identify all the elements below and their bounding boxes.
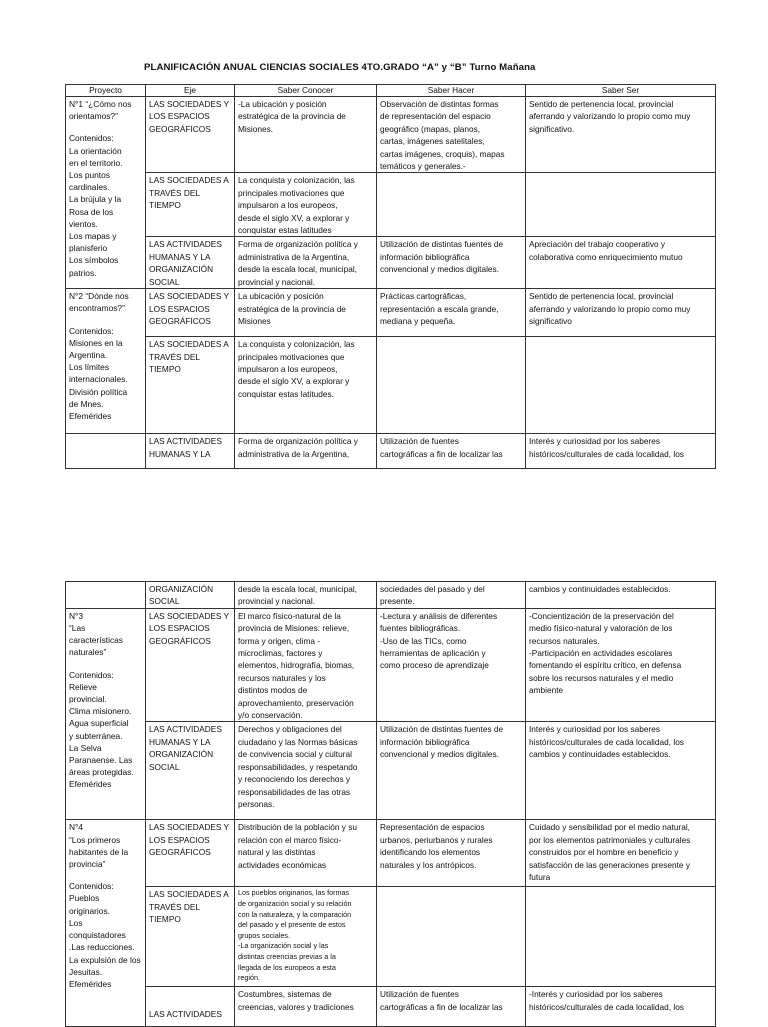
cell-line: SOCIAL	[149, 761, 180, 772]
saber-ser-cell	[526, 582, 716, 609]
saber-conocer-cell	[235, 820, 377, 887]
cell-line: aprovechamiento, preservación	[238, 697, 354, 708]
cell-line	[69, 315, 142, 325]
cell-line: cartas imágenes, croquis), mapas	[380, 148, 505, 159]
cell-line: urbanos, periurbanos y rurales	[380, 834, 493, 845]
saber-ser-cell	[526, 820, 716, 887]
cell-line: -Concientización de la preservación del	[529, 610, 674, 621]
cell-line: Clima misionero.	[69, 706, 132, 717]
planning-table-page-2	[65, 581, 716, 1027]
cell-line: Misiones en la	[69, 337, 123, 348]
cell-line: creencias, valores y tradiciones	[238, 1001, 354, 1012]
cell-line: La conquista y colonización, las	[238, 339, 355, 350]
saber-hacer-cell	[377, 237, 526, 289]
saber-ser-cell	[526, 237, 716, 289]
cell-line: en el territorio.	[69, 157, 123, 168]
cell-line: La orientación	[69, 145, 122, 156]
cell-line: estratégica de la provincia de	[238, 111, 346, 122]
cell-line: HUMANAS Y LA	[149, 448, 211, 459]
cell-line: LAS ACTIVIDADES	[149, 239, 222, 250]
cell-line: ciudadano y las Normas básicas	[238, 736, 358, 747]
cell-line	[69, 870, 142, 880]
cell-line: conquistar estas latitudes	[238, 225, 332, 236]
cell-line: LAS ACTIVIDADES	[149, 1009, 222, 1020]
cell-line: cambios y continuidades establecidos.	[529, 749, 671, 760]
cell-line: personas.	[238, 798, 275, 809]
cell-line: LOS ESPACIOS	[149, 834, 210, 845]
cell-line: SOCIAL	[149, 596, 180, 607]
cell-line: y subterránea.	[69, 730, 123, 741]
cell-line: Sentido de pertenencia local, provincial	[529, 99, 674, 109]
header-row	[66, 85, 716, 97]
eje-cell	[146, 722, 235, 820]
cell-line: principales motivaciones que	[238, 187, 345, 198]
cell-line: orientamos?”	[69, 111, 118, 122]
cell-line: N°1 “¿Cómo nos	[69, 99, 132, 109]
cell-line: Derechos y obligaciones del	[238, 724, 342, 735]
cell-line: distintos modos de	[238, 685, 308, 696]
cell-line: Interés y curiosidad por los saberes	[529, 436, 660, 447]
cell-line: -La organización social y las	[238, 941, 329, 951]
cell-line: Cuidado y sensibilidad por el medio natural,	[529, 822, 690, 833]
cell-line: desde el siglo XV, a explorar y	[238, 212, 350, 223]
cell-line: por los elementos patrimoniales y culturales	[529, 834, 691, 845]
cell-line: LAS SOCIEDADES A	[149, 339, 229, 350]
cell-line: presente.	[380, 596, 415, 607]
saber-conocer-cell	[235, 887, 377, 987]
saber-ser-cell	[526, 987, 716, 1027]
cell-line: TIEMPO	[149, 200, 181, 211]
saber-hacer-cell	[377, 987, 526, 1027]
cell-line: aferrando y valorizando lo propio como muy	[529, 111, 691, 122]
cell-line: Sentido de pertenencia local, provincial	[529, 291, 674, 302]
cell-line: LAS ACTIVIDADES	[149, 436, 222, 447]
saber-conocer-cell	[235, 97, 377, 173]
cell-line: ORGANIZACIÓN	[149, 749, 214, 760]
cell-line: Jesuitas.	[69, 966, 103, 977]
cell-line: Representación de espacios	[380, 822, 485, 833]
cell-line: Observación de distintas formas	[380, 99, 499, 109]
cell-line: conquistar estas latitudes.	[238, 388, 334, 399]
cell-line: y/o conservación.	[238, 710, 303, 721]
eje-cell	[146, 173, 235, 237]
eje-cell	[146, 97, 235, 173]
cell-line: -La ubicación y posición	[238, 99, 327, 109]
cell-line: LAS SOCIEDADES Y	[149, 99, 230, 109]
cell-line: distintas creencias previas a la	[238, 952, 336, 962]
cell-line: fomentando el espíritu crítico, en defensa	[529, 660, 682, 671]
cell-line: N°2 “Dónde nos	[69, 291, 129, 302]
planning-table-page-1	[65, 84, 716, 469]
cell-line: desde el siglo XV, a explorar y	[238, 376, 350, 387]
cell-line: recursos naturales y los	[238, 672, 326, 683]
saber-ser-cell	[526, 97, 716, 173]
cell-line: Los puntos	[69, 170, 110, 181]
eje-cell	[146, 582, 235, 609]
cell-line: GEOGRÁFICOS	[149, 315, 211, 326]
cell-line: actividades económicas	[238, 859, 327, 870]
cell-line: La brújula y la	[69, 194, 122, 205]
saber-hacer-cell	[377, 434, 526, 469]
cell-line: Contenidos:	[69, 133, 114, 144]
table-row	[66, 97, 716, 173]
cell-line: significativo.	[529, 123, 575, 134]
cell-line: LOS ESPACIOS	[149, 623, 210, 634]
cell-line: áreas protegidas.	[69, 767, 134, 778]
cell-line: Forma de organización política y	[238, 239, 358, 250]
header-saber-conocer: Saber Conocer	[235, 85, 377, 97]
cell-line: GEOGRÁFICOS	[149, 635, 211, 646]
cell-line: grupos sociales.	[238, 930, 290, 940]
cell-line: LAS SOCIEDADES Y	[149, 291, 230, 302]
cell-line: Paranaense. Las	[69, 755, 133, 766]
eje-cell	[146, 820, 235, 887]
cell-line: Efemérides	[69, 779, 112, 790]
saber-ser-cell	[526, 608, 716, 722]
eje-cell	[146, 289, 235, 337]
eje-cell	[146, 987, 235, 1027]
cell-line: Prácticas cartográficas,	[380, 291, 467, 302]
cell-line: internacionales.	[69, 374, 128, 385]
cell-line: Relieve	[69, 681, 97, 692]
cell-line: Interés y curiosidad por los saberes	[529, 724, 660, 735]
cell-line: Agua superficial	[69, 718, 129, 729]
cell-line: impulsaron a los europeos,	[238, 200, 338, 211]
cell-line: Utilización de distintas fuentes de	[380, 239, 504, 250]
cell-line: vientos.	[69, 218, 98, 229]
cell-line: responsabilidades de las otras	[238, 786, 351, 797]
cell-line: “Las	[69, 623, 86, 634]
cell-line: Los límites	[69, 362, 110, 373]
cell-line: y reconociendo los derechos y	[238, 774, 351, 785]
cell-line: Costumbres, sistemas de	[238, 989, 332, 1000]
cell-line: satisfacción de las generaciones presente y	[529, 859, 690, 870]
cell-line: Utilización de fuentes	[380, 436, 459, 447]
cell-line: LAS SOCIEDADES A	[149, 889, 229, 900]
cell-line: conquistadores	[69, 930, 126, 941]
eje-cell	[146, 237, 235, 289]
cell-line: Los pueblos originarios, las formas	[238, 888, 350, 898]
cell-line: -Lectura y análisis de diferentes	[380, 610, 498, 621]
cell-line: naturales”	[69, 647, 107, 658]
cell-line: ORGANIZACIÓN	[149, 584, 214, 594]
cell-line: microclimas, factores y	[238, 648, 323, 659]
cell-line: natural y las distintas	[238, 847, 316, 858]
table-row	[66, 887, 716, 987]
cell-line: identificando los elementos	[380, 847, 481, 858]
cell-line: aferrando y valorizando lo propio como muy	[529, 303, 691, 314]
cell-line: responsabilidades, y respetando	[238, 761, 358, 772]
table-row	[66, 820, 716, 887]
cell-line: encontramos?”	[69, 303, 125, 314]
saber-hacer-cell	[377, 337, 526, 434]
cell-line: originarios.	[69, 905, 110, 916]
cell-line: Efemérides	[69, 978, 112, 989]
cell-line: División política	[69, 386, 128, 397]
saber-hacer-cell	[377, 887, 526, 987]
cell-line: Misiones.	[238, 123, 274, 134]
cell-line: desde la escala local, municipal,	[238, 264, 357, 275]
cell-line: LAS SOCIEDADES A	[149, 175, 229, 186]
cell-line: Efemérides	[69, 410, 112, 421]
cell-line: LAS SOCIEDADES Y	[149, 610, 230, 621]
cell-line: administrativa de la Argentina,	[238, 251, 350, 262]
cell-line: información bibliográfica	[380, 736, 470, 747]
eje-cell	[146, 434, 235, 469]
cell-line: N°3	[69, 610, 84, 621]
cell-line: de convivencia social y cultural	[238, 749, 352, 760]
project-cell	[66, 608, 146, 820]
table-row	[66, 337, 716, 434]
cell-line: del pasado y el presente de estos	[238, 920, 346, 930]
cell-line: convencional y medios digitales.	[380, 264, 499, 275]
cell-line: cartográficas a fin de localizar las	[380, 1001, 503, 1012]
saber-ser-cell	[526, 887, 716, 987]
cell-line: características	[69, 635, 123, 646]
cell-line: Los mapas y	[69, 231, 117, 242]
cell-line: fuentes bibliográficas.	[380, 623, 461, 634]
cell-line: futura	[529, 872, 551, 883]
cell-line: GEOGRÁFICOS	[149, 123, 211, 134]
cell-line: sociedades del pasado y del	[380, 584, 485, 594]
cell-line: La ubicación y posición	[238, 291, 324, 302]
cell-line: Argentina.	[69, 349, 108, 360]
cell-line: ORGANIZACIÓN	[149, 264, 214, 275]
cell-line: Distribución de la población y su	[238, 822, 357, 833]
cell-line: LOS ESPACIOS	[149, 303, 210, 314]
table-row	[66, 237, 716, 289]
cell-line: TRAVÉS DEL	[149, 901, 201, 912]
cell-line: LOS ESPACIOS	[149, 111, 210, 122]
cell-line: HUMANAS Y LA	[149, 251, 211, 262]
cell-line: TIEMPO	[149, 363, 181, 374]
saber-ser-cell	[526, 722, 716, 820]
saber-conocer-cell	[235, 434, 377, 469]
cell-line: impulsaron a los europeos,	[238, 363, 338, 374]
header-saber-ser: Saber Ser	[526, 85, 716, 97]
cell-line: HUMANAS Y LA	[149, 736, 211, 747]
cell-line: históricos/culturales de cada localidad, los	[529, 1001, 684, 1012]
cell-line	[69, 659, 142, 669]
project-cell-empty	[66, 434, 146, 469]
saber-hacer-cell	[377, 97, 526, 173]
saber-ser-cell	[526, 173, 716, 237]
cell-line: de Mnes.	[69, 398, 104, 409]
cell-line: .Las reducciones.	[69, 942, 135, 953]
cell-line: Los	[69, 917, 83, 928]
saber-hacer-cell	[377, 820, 526, 887]
saber-conocer-cell	[235, 722, 377, 820]
saber-conocer-cell	[235, 237, 377, 289]
project-cell-empty	[66, 582, 146, 609]
saber-conocer-cell	[235, 337, 377, 434]
header-saber-hacer: Saber Hacer	[377, 85, 526, 97]
cell-line: Contenidos:	[69, 325, 114, 336]
saber-ser-cell	[526, 289, 716, 337]
cell-line: con la naturaleza, y la comparación	[238, 909, 352, 919]
cell-line: naturales y los antrópicos.	[380, 859, 477, 870]
cell-line: información bibliográfica	[380, 251, 470, 262]
cell-line: llegada de los europeos a esta	[238, 962, 336, 972]
cell-line: LAS ACTIVIDADES	[149, 724, 222, 735]
cell-line: -Interés y curiosidad por los saberes	[529, 989, 663, 1000]
saber-conocer-cell	[235, 582, 377, 609]
cell-line: construidos por el hombre en beneficio y	[529, 847, 679, 858]
cell-line: provincial y nacional.	[238, 276, 316, 287]
saber-ser-cell	[526, 434, 716, 469]
saber-hacer-cell	[377, 722, 526, 820]
cell-line: TIEMPO	[149, 914, 181, 925]
cell-line: provincia de Misiones: relieve,	[238, 623, 350, 634]
cell-line: como proceso de aprendizaje	[380, 660, 489, 671]
eje-cell	[146, 608, 235, 722]
cell-line: mediana y pequeña.	[380, 315, 456, 326]
cell-line: de representación del espacio	[380, 111, 491, 122]
cell-line: habitantes de la	[69, 846, 129, 857]
cell-line: sobre los recursos naturales y el medio	[529, 672, 674, 683]
cell-line: cartas, imágenes satelitales,	[380, 136, 485, 147]
cell-line: históricos/culturales de cada localidad, los	[529, 448, 684, 459]
cell-line: LAS SOCIEDADES Y	[149, 822, 230, 833]
cell-line: significativo	[529, 315, 572, 326]
cell-line: La Selva	[69, 742, 102, 753]
cell-line: medio físico-natural y valoración de los	[529, 623, 673, 634]
saber-conocer-cell	[235, 289, 377, 337]
table-row	[66, 987, 716, 1027]
document-title: PLANIFICACIÓN ANUAL CIENCIAS SOCIALES 4TO.GRADO “A” y “B” Turno Mañana	[144, 62, 536, 73]
cell-line: El marco físico-natural de la	[238, 610, 341, 621]
cell-line: ambiente	[529, 685, 564, 696]
cell-line: La expulsión de los	[69, 954, 141, 965]
cell-line: N°4	[69, 822, 84, 833]
table-row	[66, 434, 716, 469]
cell-line	[69, 122, 142, 132]
cell-line: estratégica de la provincia de	[238, 303, 346, 314]
cell-line: “Los primeros	[69, 834, 121, 845]
project-cell	[66, 289, 146, 434]
cell-line: representación a escala grande,	[380, 303, 499, 314]
cell-line: temáticos y generales.-	[380, 161, 466, 172]
cell-line: geográfico (mapas, planos,	[380, 123, 481, 134]
cell-line: patrios.	[69, 267, 97, 278]
cell-line: desde la escala local, municipal,	[238, 584, 357, 594]
cell-line: TRAVÉS DEL	[149, 351, 201, 362]
saber-conocer-cell	[235, 608, 377, 722]
cell-line: provincia”	[69, 859, 106, 870]
eje-cell	[146, 337, 235, 434]
cell-line: provincial y nacional.	[238, 596, 316, 607]
cell-line: convencional y medios digitales.	[380, 749, 499, 760]
table-row	[66, 582, 716, 609]
cell-line: cardinales.	[69, 182, 110, 193]
cell-line: TRAVÉS DEL	[149, 187, 201, 198]
header-proyecto: Proyecto	[66, 85, 146, 97]
cell-line: SOCIAL	[149, 276, 180, 287]
cell-line: elementos, hidrografía, biomas,	[238, 660, 355, 671]
cell-line: de organización social y su relación	[238, 899, 352, 909]
table-row	[66, 173, 716, 237]
saber-hacer-cell	[377, 173, 526, 237]
cell-line: Misiones	[238, 315, 271, 326]
saber-conocer-cell	[235, 173, 377, 237]
cell-line: cambios y continuidades establecidos.	[529, 584, 671, 594]
cell-line: Apreciación del trabajo cooperativo y	[529, 239, 666, 250]
cell-line: región.	[238, 973, 260, 983]
cell-line: Rosa de los	[69, 206, 114, 217]
cell-line: recursos naturales.	[529, 635, 600, 646]
cell-line: Pueblos	[69, 893, 100, 904]
saber-conocer-cell	[235, 987, 377, 1027]
cell-line: -Uso de las TICs, como	[380, 635, 467, 646]
cell-line	[149, 998, 231, 1008]
saber-hacer-cell	[377, 608, 526, 722]
cell-line: principales motivaciones que	[238, 351, 345, 362]
project-cell	[66, 97, 146, 289]
cell-line: administrativa de la Argentina,	[238, 448, 350, 459]
cell-line: forma y origen, clima -	[238, 635, 321, 646]
cell-line: GEOGRÁFICOS	[149, 847, 211, 858]
cell-line: provincial.	[69, 694, 107, 705]
cell-line: La conquista y colonización, las	[238, 175, 355, 186]
table-row	[66, 722, 716, 820]
cell-line: históricos/culturales de cada localidad, los	[529, 736, 684, 747]
cell-line: Utilización de distintas fuentes de	[380, 724, 504, 735]
cell-line: planisferio	[69, 243, 108, 254]
cell-line: Contenidos:	[69, 881, 114, 892]
cell-line	[149, 988, 231, 998]
cell-line: relación con el marco físico-	[238, 834, 342, 845]
saber-ser-cell	[526, 337, 716, 434]
saber-hacer-cell	[377, 289, 526, 337]
header-eje: Eje	[146, 85, 235, 97]
cell-line: Forma de organización política y	[238, 436, 358, 447]
saber-hacer-cell	[377, 582, 526, 609]
table-row	[66, 289, 716, 337]
eje-cell	[146, 887, 235, 987]
cell-line: cartográficas a fin de localizar las	[380, 448, 503, 459]
cell-line: -Participación en actividades escolares	[529, 648, 673, 659]
project-cell	[66, 820, 146, 1027]
cell-line: herramientas de aplicación y	[380, 648, 486, 659]
cell-line: Los símbolos	[69, 255, 119, 266]
table-row	[66, 608, 716, 722]
cell-line: colaborativa como enriquecimiento mutuo	[529, 251, 683, 262]
cell-line: Contenidos:	[69, 669, 114, 680]
cell-line: Utilización de fuentes	[380, 989, 459, 1000]
